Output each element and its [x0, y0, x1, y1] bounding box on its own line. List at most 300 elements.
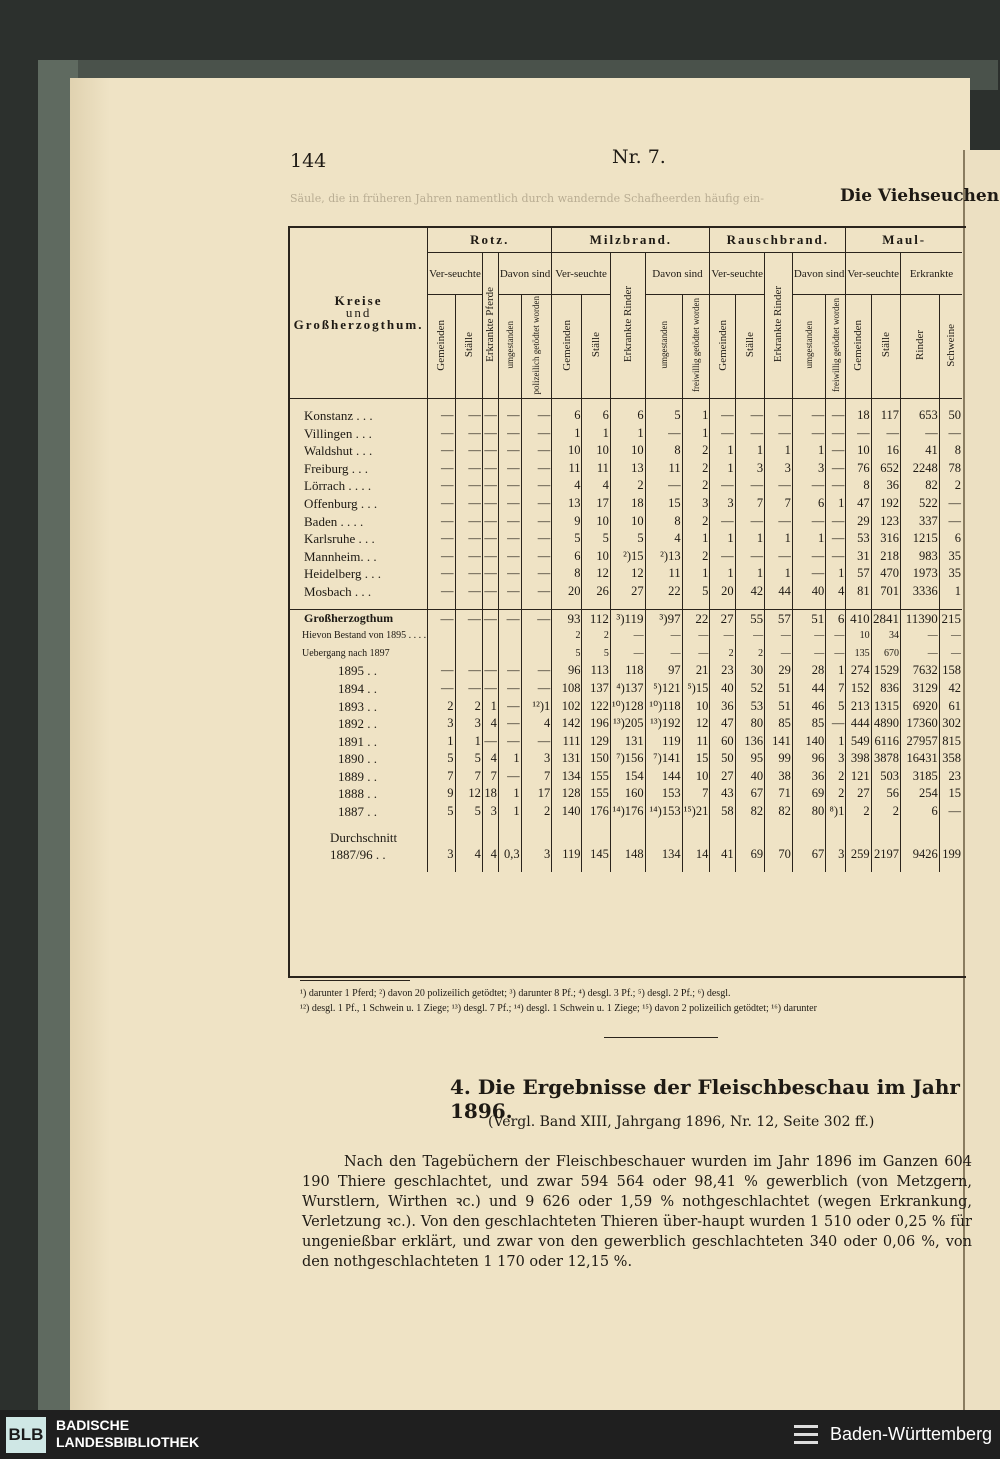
- table-row: [290, 609, 962, 627]
- table-cell: —: [455, 680, 482, 698]
- table-cell: 117: [871, 407, 900, 425]
- statistics-table: Kreise und Großherzogthum. Rotz. Milzbrand. Rauschbrand. Maul- Ver-seuchte Erkrankte Pferde Davon sind Ver-seuchte Erkrankte Rinder Davon sind Ver-seuchte Erkrankte Rinder Davon sind Ver-seuchte Erkrankte Gemeinden Ställe umgestanden polizeilich getödtet worden Gemeinden Ställe umgestanden freiwillig getödtet worden Gemeinden Ställe umgestanden freiwillig getödtet worden Gemeinden Ställe Rinder Schweine Konstanz . . . — — — — — 6 6 6 5 1 — — — — — 18 117 653 50 Villingen . . . — — — — — 1 1 1 — 1 — — — — — — — — — Waldshut . . . — — — — — 10 10 10 8 2 1 1 1 1 — 10 16 41 8 Freiburg . . . — — — — — 11 11 13 11 2 1 3 3 3 — 76 652 2248 78 Lörrach . . . . — — — — — 4 4 2 — 2 — — — — — 8 36 82 2 Offenburg . . . — — — — — 13 17 18 15 3 3 7 7 6 1 47 192 522 — Baden . . . . — — — — — 9 10 10 8 2 — — — — — 29 123 337 — Karlsruhe . . . — — — — — 5 5 5 4 1 1 1 1 1 — 53 316 1215 6 Mannheim. . . — — — — — 6 10 ²)15 ²)13 2 — — — — — 31 218 983 35 Heidelberg . . . — — — — — 8 12 12 11 1 1 1 1 — 1 57 470 1973 35 Mosbach . . . — — — — — 20 26 27 22 5 20 42 44 40 4 81 701 3336 1 Großherzogthum — — — — — 93 112 ³)119 ³)97 22 27 55 57 51 6 410 2841 11390 215 Hievon Bestand von 1895 . . . . 2 2 — — — — — — — — 10 34 — — Uebergang nach 1897 5 5 — — — 2 2 — — — 135 670 — — 1895 . . — — — — — 96 113 118 97 21 23 30 29 28 1 274 1529 7632 158 1894 . . — — — — — 108 137 ⁴)137 ⁵)121 ⁵)15 40 52 51 44 7 152 836 3129 42 1893 . . 2 2 1 — ¹²)1 102 122 ¹⁰)128 ¹⁰)118 10 36 53 51 46 5 213 1315 6920 61 1892 . . 3 3 4 — 4 142 196 ¹³)205 ¹³)192 12 47 80 85 85 — 444 4890 17360 302 1891 . . 1 1 — — — 111 129 131 119 11 60 136 141 140 1 549 6116 27957 815 1890 . . 5 5 4 1 3 131 150 ⁷)156 ⁷)141 15 50 95 99 96 3 398 3878 16431 358 1889 . . 7 7 7 — 7 134 155 154 144 10 27 40 38 36 2 121 503 3185 23 1888 . . 9 12 18 1 17 128 155 160 153 7 43 67 71 69 2 27 56 254 15 1887 . . 5 5 3 1 2 140 176 ¹⁴)176 ¹⁴)153 ¹⁵)21 58 82 82 80 ⁸)1 2 2 6 — Durchschnitt 1887/96 . . 3 4 4 0,3 3 119 145 148 134 14 41 69 70 67 3 259 2197 9426 199: [290, 228, 962, 872]
- table-cell: 93: [552, 609, 582, 627]
- table-cell: —: [498, 442, 521, 460]
- table-cell: 30: [735, 662, 764, 680]
- table-cell: —: [498, 609, 521, 627]
- table-cell: —: [710, 407, 735, 425]
- table-cell: 69: [735, 829, 764, 864]
- table-cell: —: [455, 442, 482, 460]
- table-cell: 71: [765, 785, 793, 803]
- table-cell: —: [939, 513, 962, 531]
- table-cell: 2: [939, 477, 962, 495]
- table-cell: 36: [792, 768, 825, 786]
- table-cell: —: [765, 513, 793, 531]
- row-label: Konstanz . . .: [304, 408, 373, 423]
- table-cell: —: [428, 680, 455, 698]
- table-cell: 1: [826, 733, 846, 751]
- table-cell: 1: [710, 442, 735, 460]
- row-label: Mosbach . . .: [304, 583, 372, 599]
- table-cell: —: [482, 425, 498, 443]
- table-cell: 302: [939, 715, 962, 733]
- table-cell: —: [826, 442, 846, 460]
- row-label: Heidelberg . . .: [304, 566, 382, 582]
- table-cell: 522: [901, 495, 940, 513]
- table-cell: 444: [846, 715, 871, 733]
- table-cell: —: [521, 680, 552, 698]
- table-cell: —: [826, 425, 846, 443]
- table-cell: —: [428, 583, 455, 601]
- table-cell: 1529: [871, 662, 900, 680]
- table-cell: 144: [645, 768, 682, 786]
- section-body: [302, 1152, 972, 1272]
- table-cell: 10: [846, 442, 871, 460]
- table-cell: 6: [552, 407, 582, 425]
- table-cell: —: [455, 460, 482, 478]
- table-cell: 7: [826, 680, 846, 698]
- table-cell: 2841: [873, 610, 900, 626]
- table-cell: —: [682, 627, 710, 645]
- table-cell: 82: [901, 477, 940, 495]
- table-cell: 23: [939, 768, 962, 786]
- table-cell: 337: [901, 513, 940, 531]
- table-cell: 81: [846, 583, 871, 601]
- table-cell: —: [826, 477, 846, 495]
- table-cell: 137: [582, 680, 610, 698]
- table-cell: 51: [765, 698, 793, 716]
- table-cell: 6: [792, 495, 825, 513]
- table-cell: [455, 645, 482, 663]
- table-cell: 1: [455, 733, 482, 751]
- table-cell: —: [428, 425, 455, 443]
- table-cell: —: [735, 477, 764, 495]
- table-cell: 4890: [871, 715, 900, 733]
- table-cell: 135: [846, 645, 871, 663]
- table-cell: 2: [846, 803, 871, 821]
- table-cell: 1: [710, 565, 735, 583]
- table-cell: 43: [710, 785, 735, 803]
- table-cell: —: [428, 477, 455, 495]
- table-cell: —: [455, 513, 482, 531]
- table-cell: 1: [939, 583, 962, 601]
- table-cell: —: [735, 407, 764, 425]
- table-cell: 2: [682, 548, 710, 566]
- table-cell: —: [455, 565, 482, 583]
- table-cell: 2: [455, 698, 482, 716]
- table-cell: 12: [682, 715, 710, 733]
- table-cell: 145: [582, 829, 610, 864]
- table-cell: —: [498, 768, 521, 786]
- table-cell: —: [871, 425, 900, 443]
- table-cell: —: [735, 548, 764, 566]
- table-cell: 70: [765, 829, 793, 864]
- table-cell: 983: [901, 548, 940, 566]
- table-cell: 80: [735, 715, 764, 733]
- table-cell: 4: [582, 477, 610, 495]
- table-row: [290, 645, 962, 663]
- table-cell: 4: [482, 715, 498, 733]
- table-cell: 218: [871, 548, 900, 566]
- table-cell: 78: [939, 460, 962, 478]
- table-cell: 82: [765, 803, 793, 821]
- table-cell: 2: [710, 645, 735, 663]
- table-cell: 34: [871, 627, 900, 645]
- page-edge: [70, 78, 110, 1410]
- table-cell: 2197: [871, 829, 900, 864]
- row-label: 1890 . .: [338, 751, 377, 767]
- table-cell: 653: [901, 407, 940, 425]
- table-cell: 13: [610, 460, 645, 478]
- table-cell: 1: [826, 565, 846, 583]
- table-row: [290, 698, 962, 716]
- table-cell: 11: [645, 460, 682, 478]
- table-cell: 154: [610, 768, 645, 786]
- table-cell: 27: [610, 583, 645, 601]
- table-cell: 3: [710, 495, 735, 513]
- footnotes: [300, 986, 960, 1016]
- table-cell: 652: [871, 460, 900, 478]
- group-milzbrand: Milzbrand.: [552, 228, 710, 253]
- table-cell: —: [482, 477, 498, 495]
- table-cell: —: [939, 645, 962, 663]
- table-cell: —: [482, 460, 498, 478]
- table-cell: 7632: [901, 662, 940, 680]
- table-cell: 160: [610, 785, 645, 803]
- table-cell: 4: [645, 530, 682, 548]
- table-cell: 3: [521, 829, 552, 864]
- spacer-row: [290, 821, 962, 829]
- table-row: [290, 583, 962, 601]
- row-label: 1892 . .: [338, 716, 377, 732]
- table-cell: 4: [482, 750, 498, 768]
- table-row: [290, 495, 962, 513]
- table-cell: —: [498, 513, 521, 531]
- table-cell: 44: [792, 680, 825, 698]
- table-row: [290, 407, 962, 425]
- table-cell: —: [482, 495, 498, 513]
- table-cell: —: [521, 442, 552, 460]
- table-cell: 47: [846, 495, 871, 513]
- table-cell: 1: [498, 750, 521, 768]
- spacer-row: [290, 399, 962, 408]
- table-row: [290, 715, 962, 733]
- table-cell: 7: [765, 495, 793, 513]
- table-cell: —: [792, 548, 825, 566]
- table-row: [290, 662, 962, 680]
- table-cell: [521, 645, 552, 663]
- table-cell: 3: [826, 750, 846, 768]
- table-cell: 3: [521, 750, 552, 768]
- section-reference: (Vergl. Band XIII, Jahrgang 1896, Nr. 12, Seite 302 ff.): [488, 1114, 875, 1130]
- table-cell: 7: [482, 768, 498, 786]
- table-cell: 85: [765, 715, 793, 733]
- row-label: Mannheim. . .: [304, 548, 377, 564]
- table-cell: ²)15: [610, 548, 645, 566]
- table-cell: 1: [498, 803, 521, 821]
- row-label: Karlsruhe . . .: [304, 531, 375, 547]
- table-row: [290, 803, 962, 821]
- table-cell: —: [826, 627, 846, 645]
- table-cell: 549: [846, 733, 871, 751]
- table-cell: 27: [846, 785, 871, 803]
- table-cell: —: [483, 610, 497, 626]
- table-row: [290, 425, 962, 443]
- table-cell: —: [498, 680, 521, 698]
- table-cell: 5: [682, 583, 710, 601]
- table-cell: 5: [610, 530, 645, 548]
- table-cell: 5: [552, 530, 582, 548]
- table-cell: —: [826, 548, 846, 566]
- table-cell: 1: [610, 425, 645, 443]
- table-cell: 2248: [901, 460, 940, 478]
- table-cell: 1: [682, 530, 710, 548]
- blb-logo[interactable]: BLB: [6, 1417, 46, 1453]
- table-cell: 3: [428, 715, 455, 733]
- table-cell: 8: [552, 565, 582, 583]
- table-cell: —: [521, 407, 552, 425]
- table-cell: [482, 645, 498, 663]
- table-cell: 108: [552, 680, 582, 698]
- table-cell: —: [939, 425, 962, 443]
- table-cell: —: [521, 425, 552, 443]
- table-cell: 40: [735, 768, 764, 786]
- table-cell: —: [521, 460, 552, 478]
- table-cell: 35: [939, 548, 962, 566]
- district-header: Kreise und Großherzogthum.: [290, 228, 428, 399]
- table-cell: ⁷)156: [610, 750, 645, 768]
- table-cell: 7: [455, 768, 482, 786]
- table-cell: —: [710, 513, 735, 531]
- row-label: Großherzogthum: [290, 609, 428, 627]
- table-cell: 8: [645, 442, 682, 460]
- table-cell: ¹⁵)21: [682, 803, 710, 821]
- table-cell: ³)97: [645, 609, 682, 627]
- table-cell: 10: [846, 627, 871, 645]
- table-cell: —: [482, 442, 498, 460]
- table-cell: 150: [582, 750, 610, 768]
- table-cell: 3336: [901, 583, 940, 601]
- table-cell: 41: [901, 442, 940, 460]
- table-cell: 5: [428, 750, 455, 768]
- table-cell: 196: [582, 715, 610, 733]
- table-cell: 119: [552, 829, 582, 864]
- table-cell: 4: [552, 477, 582, 495]
- row-label: Hievon Bestand von 1895 . . . .: [302, 630, 427, 642]
- table-cell: 7: [735, 495, 764, 513]
- table-cell: 2: [735, 645, 764, 663]
- footnote-rule: [300, 980, 410, 981]
- table-cell: 53: [846, 530, 871, 548]
- table-cell: 8: [846, 477, 871, 495]
- table-cell: 10: [610, 513, 645, 531]
- group-maul: Maul-: [846, 228, 962, 253]
- table-cell: 9: [552, 513, 582, 531]
- table-cell: 40: [792, 583, 825, 601]
- table-cell: 15: [682, 750, 710, 768]
- table-cell: 274: [846, 662, 871, 680]
- table-cell: 18: [610, 495, 645, 513]
- table-cell: —: [765, 407, 793, 425]
- table-cell: —: [498, 477, 521, 495]
- table-cell: 2: [682, 513, 710, 531]
- table-cell: 152: [846, 680, 871, 698]
- table-cell: —: [482, 513, 498, 531]
- table-row: [290, 829, 962, 864]
- table-cell: —: [498, 460, 521, 478]
- table-cell: —: [482, 733, 498, 751]
- table-cell: 22: [645, 583, 682, 601]
- table-cell: 50: [939, 407, 962, 425]
- table-cell: —: [735, 513, 764, 531]
- table-cell: 1: [710, 530, 735, 548]
- table-cell: 1: [765, 530, 793, 548]
- table-cell: 670: [871, 645, 900, 663]
- row-label: Freiburg . . .: [304, 460, 369, 476]
- table-cell: 96: [552, 662, 582, 680]
- group-rauschbrand: Rauschbrand.: [710, 228, 846, 253]
- table-cell: —: [826, 715, 846, 733]
- table-cell: 3: [428, 829, 455, 864]
- table-row: [290, 548, 962, 566]
- table-cell: 97: [645, 662, 682, 680]
- table-cell: 10: [552, 442, 582, 460]
- table-cell: 10: [582, 548, 610, 566]
- table-cell: 20: [552, 583, 582, 601]
- table-cell: [521, 627, 552, 645]
- table-cell: —: [428, 495, 455, 513]
- table-cell: —: [455, 609, 482, 627]
- table-cell: —: [482, 680, 498, 698]
- table-cell: 140: [792, 733, 825, 751]
- table-cell: [482, 627, 498, 645]
- table-cell: 136: [735, 733, 764, 751]
- table-cell: 121: [846, 768, 871, 786]
- table-cell: 96: [792, 750, 825, 768]
- table-cell: 254: [901, 785, 940, 803]
- table-cell: 119: [645, 733, 682, 751]
- row-label: 1893 . .: [338, 698, 377, 714]
- table-cell: 3: [765, 460, 793, 478]
- table-cell: 102: [552, 698, 582, 716]
- table-row: [290, 733, 962, 751]
- table-cell: 134: [645, 829, 682, 864]
- table-cell: 12: [610, 565, 645, 583]
- table-cell: 11390: [901, 609, 940, 627]
- table-cell: 69: [792, 785, 825, 803]
- table-cell: ¹⁴)176: [610, 803, 645, 821]
- table-cell: 5: [582, 530, 610, 548]
- table-cell: 57: [765, 609, 793, 627]
- table-cell: —: [521, 477, 552, 495]
- table-row: [290, 477, 962, 495]
- table-cell: 10: [682, 698, 710, 716]
- table-cell: 7: [682, 785, 710, 803]
- table-cell: 142: [552, 715, 582, 733]
- table-cell: —: [455, 477, 482, 495]
- table-cell: ³)119: [610, 609, 645, 627]
- table-cell: 131: [610, 733, 645, 751]
- table-cell: —: [901, 425, 940, 443]
- table-cell: —: [710, 627, 735, 645]
- table-cell: 7: [428, 768, 455, 786]
- table-cell: 41: [710, 829, 735, 864]
- table-cell: 131: [552, 750, 582, 768]
- table-cell: 7: [521, 768, 552, 786]
- table-cell: 3185: [901, 768, 940, 786]
- table-cell: 1215: [901, 530, 940, 548]
- table-cell: 0,3: [498, 829, 521, 864]
- table-cell: 47: [710, 715, 735, 733]
- table-cell: —: [455, 530, 482, 548]
- table-cell: —: [826, 530, 846, 548]
- table-cell: —: [792, 425, 825, 443]
- table-cell: 11: [582, 460, 610, 478]
- row-label: Lörrach . . . .: [304, 478, 372, 494]
- table-cell: 18: [846, 407, 871, 425]
- table-cell: 1: [482, 698, 498, 716]
- row-label: 1889 . .: [338, 768, 377, 784]
- table-cell: 82: [735, 803, 764, 821]
- table-cell: —: [792, 645, 825, 663]
- table-cell: 2: [871, 803, 900, 821]
- table-cell: 2: [682, 477, 710, 495]
- footnote-line: ¹) darunter 1 Pferd; ²) davon 20 polizeilich getödtet; ³) darunter 8 Pf.; ⁴) desgl. 3 Pf.; ⁵) desgl. 2 Pf.; ⁶) desgl.: [300, 988, 731, 999]
- table-cell: 8: [645, 513, 682, 531]
- table-row: [290, 680, 962, 698]
- section-title: 4. Die Ergebnisse der Fleischbeschau im Jahr 1896.: [450, 1075, 960, 1123]
- table-row: [290, 627, 962, 645]
- table-cell: 10: [582, 442, 610, 460]
- table-cell: —: [735, 627, 764, 645]
- viewer-footer: [0, 1410, 1000, 1459]
- table-cell: 503: [871, 768, 900, 786]
- row-label: Durchschnitt 1887/96 . .: [330, 829, 398, 863]
- table-cell: ¹³)205: [610, 715, 645, 733]
- row-label: Offenburg . . .: [304, 495, 378, 511]
- page-number: 144: [290, 150, 327, 172]
- row-label: 1887 . .: [338, 804, 377, 820]
- table-cell: 10: [610, 442, 645, 460]
- table-cell: 42: [735, 583, 764, 601]
- table-cell: —: [645, 645, 682, 663]
- row-label: Villingen . . .: [304, 425, 372, 441]
- table-cell: —: [645, 477, 682, 495]
- table-cell: 6: [552, 548, 582, 566]
- table-cell: 9: [428, 785, 455, 803]
- table-cell: —: [455, 583, 482, 601]
- table-cell: 80: [792, 803, 825, 821]
- table-cell: 5: [582, 645, 610, 663]
- table-row: [290, 565, 962, 583]
- table-cell: —: [792, 407, 825, 425]
- table-cell: 5: [552, 645, 582, 663]
- table-cell: —: [498, 548, 521, 566]
- table-cell: 5: [428, 803, 455, 821]
- table-cell: —: [792, 627, 825, 645]
- table-cell: —: [939, 495, 962, 513]
- table-cell: 57: [846, 565, 871, 583]
- table-cell: 21: [682, 662, 710, 680]
- table-cell: —: [498, 715, 521, 733]
- table-cell: ¹³)192: [645, 715, 682, 733]
- table-cell: 15: [939, 785, 962, 803]
- table-cell: 111: [552, 733, 582, 751]
- row-label: 1894 . .: [338, 680, 377, 696]
- table-cell: —: [482, 548, 498, 566]
- table-cell: —: [735, 425, 764, 443]
- table-cell: 3: [735, 460, 764, 478]
- table-cell: —: [521, 609, 552, 627]
